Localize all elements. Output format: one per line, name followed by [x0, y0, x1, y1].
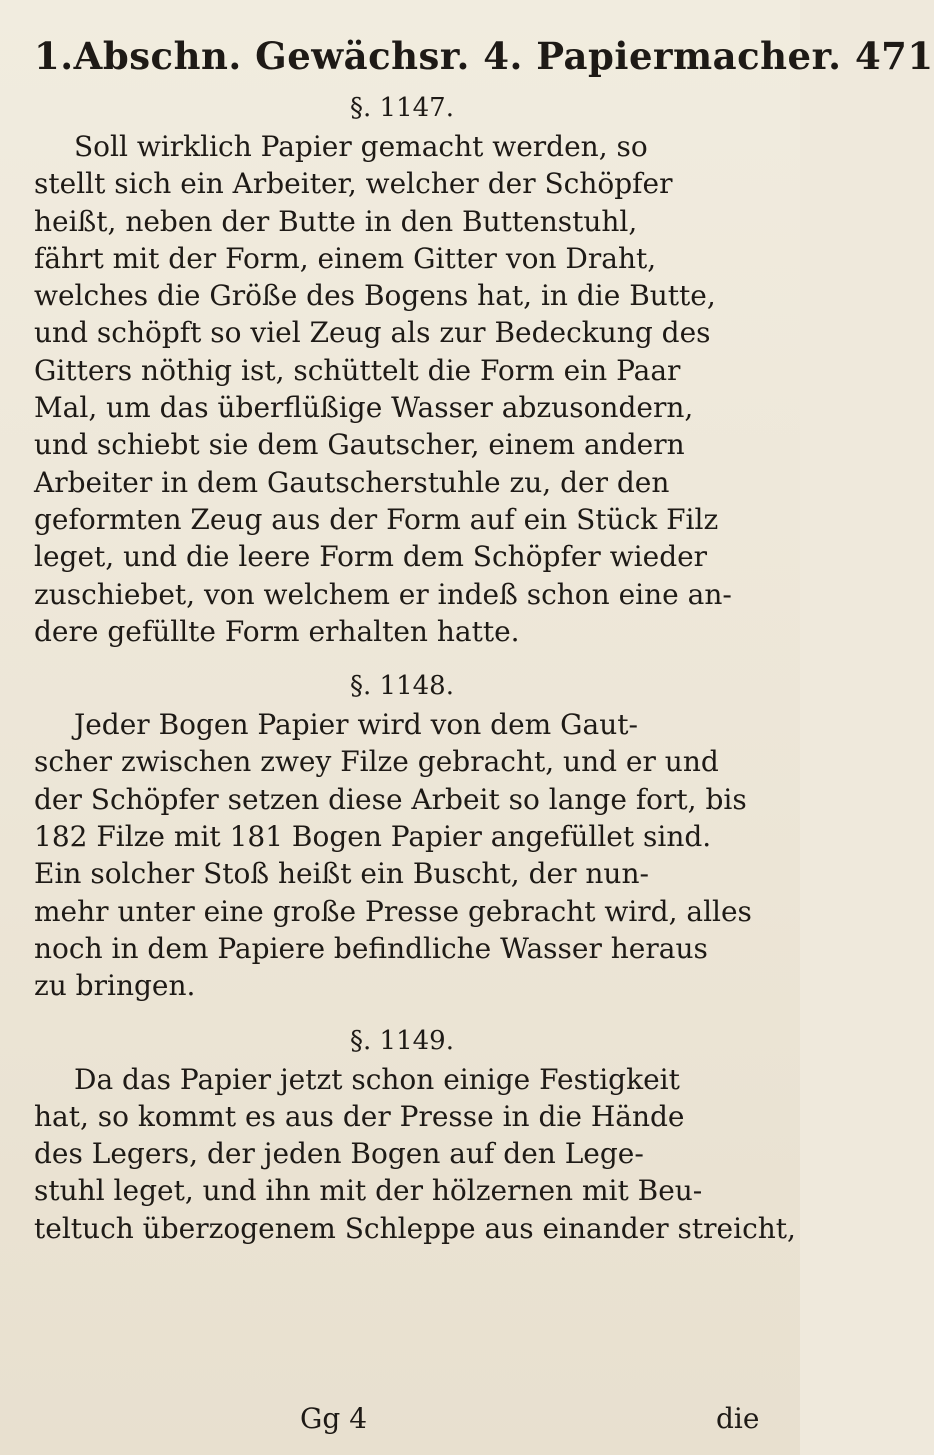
text-line: stellt sich ein Arbeiter, welcher der Schöpfer — [34, 167, 673, 201]
section-1148 — [34, 666, 770, 1004]
text-line: noch in dem Papiere befindliche Wasser heraus — [34, 931, 708, 965]
paragraph — [34, 706, 770, 1004]
text-line: fährt mit der Form, einem Gitter von Draht, — [34, 241, 657, 275]
text-line: hat, so kommt es aus der Presse in die Hände — [34, 1099, 685, 1133]
text-line: Arbeiter in dem Gautscherstuhle zu, der den — [34, 465, 670, 499]
section-number: §. 1149. — [350, 1025, 454, 1056]
text-line: der Schöpfer setzen diese Arbeit so lange fort, bis — [34, 782, 747, 816]
text-line: leget, und die leere Form dem Schöpfer wieder — [34, 540, 708, 574]
text-line: stuhl leget, und ihn mit der hölzernen mit Beu- — [34, 1174, 703, 1208]
section-1149 — [34, 1021, 796, 1247]
text-line: mehr unter eine große Presse gebracht wird, alles — [34, 894, 752, 928]
text-line: scher zwischen zwey Filze gebracht, und er und — [34, 745, 719, 779]
text-line: zuschiebet, von welchem er indeß schon eine an- — [34, 577, 732, 611]
paragraph — [34, 1061, 796, 1247]
text-line: welches die Größe des Bogens hat, in die Butte, — [34, 279, 716, 313]
text-line: und schiebt sie dem Gautscher, einem andern — [34, 428, 685, 462]
text-line: Ein solcher Stoß heißt ein Buscht, der nun- — [34, 857, 649, 891]
section-1147 — [34, 88, 770, 650]
paragraph — [34, 128, 770, 650]
text-line: 182 Filze mit 181 Bogen Papier angefüllet sind. — [34, 820, 712, 854]
running-head: 1.Abschn. Gewächsr. 4. Papiermacher. 471 — [34, 34, 934, 78]
text-line: Da das Papier jetzt schon einige Festigkeit — [74, 1062, 680, 1096]
text-line: Mal, um das überflüßige Wasser abzusondern, — [34, 391, 694, 425]
text-line: teltuch überzogenem Schleppe aus einander streicht, — [34, 1211, 796, 1245]
text-line: und schöpft so viel Zeug als zur Bedeckung des — [34, 316, 711, 350]
section-number: §. 1148. — [350, 671, 454, 702]
text-line: zu bringen. — [34, 969, 196, 1003]
text-line: heißt, neben der Butte in den Buttenstuhl, — [34, 204, 638, 238]
text-line: Gitters nöthig ist, schüttelt die Form ein Paar — [34, 353, 681, 387]
text-line: Jeder Bogen Papier wird von dem Gaut- — [74, 708, 638, 742]
signature-mark: Gg 4 — [300, 1402, 368, 1435]
catchword: die — [716, 1402, 760, 1435]
text-line: geformten Zeug aus der Form auf ein Stück Filz — [34, 502, 719, 536]
text-line: dere gefüllte Form erhalten hatte. — [34, 614, 520, 648]
section-number: §. 1147. — [350, 93, 454, 123]
text-line: Soll wirklich Papier gemacht werden, so — [74, 130, 648, 163]
text-line: des Legers, der jeden Bogen auf den Lege- — [34, 1137, 644, 1171]
